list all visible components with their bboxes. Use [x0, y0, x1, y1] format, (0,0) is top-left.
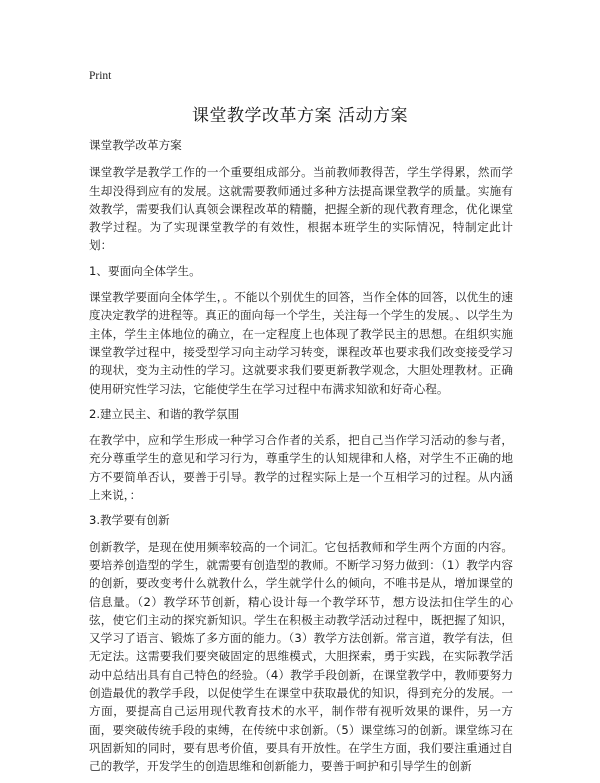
section-heading-1: 1、要面向全体学生。: [89, 263, 201, 278]
document-body: [89, 136, 513, 783]
section-heading-2: 2.建立民主、和谐的教学氛围: [89, 406, 240, 421]
section-heading-3: 3.教学要有创新: [89, 513, 170, 528]
section-body-2: 在教学中，应和学生形成一种学习合作者的关系，把自己当作学习活动的参与者，充分尊重学生的意见和学习行为，尊重学生的认知规律和人格，对学生不正确的地方不要简单否认，要善于引导。教学的过程实际上是一个互相学习的过程。从内涵上来说，：: [89, 433, 513, 503]
intro-paragraph: 课堂教学是教学工作的一个重要组成部分。当前教师教得苦，学生学得累，然而学生却没得到应有的发展。这就需要教师通过多种方法提高课堂教学的质量。实施有效教学，需要我们认真领会课程改革的精髓，把握全新的现代教育理念，优化课堂教学过程。为了实现课堂教学的有效性，根据本班学生的实际情况，特制定此计划：: [89, 165, 513, 253]
document-title: 课堂教学改革方案 活动方案: [192, 106, 408, 126]
section-body-3: 创新教学，是现在使用频率较高的一个词汇。它包括教师和学生两个方面的内容。要培养创造型的学生，就需要有创造型的教师。不断学习努力做到：（1）教学内容的创新，要改变考什么就教什么，学生就学什么的倾向，不唯书是从，增加课堂的信息量。（2）教学环节创新，精心设计每一个教学环节，想方设法扣住学生的心弦，使它们主动的探究新知识。学生在积极主动教学活动过程中，既把握了知识，又学习了语言、锻炼了多方面的能力。（3）教学方法创新。常言道，教学有法，但无定法。这需要我们要突破固定的思维模式，大胆探索，勇于实践，在实际教学活动中总结出具有自己特色的经验。（4）教学手段创新，在课堂教学中，教师要努力创造最优的教学手段，以促使学生在课堂中获取最优的知识，得到充分的发展。一方面，要提高自己运用现代教育技术的水平，制作带有视听效果的课件，另一方面，要突破传统手段的束缚，在传统中求创新。（5）课堂练习的创新。课堂练习在巩固新知的同时，要有思考价值，要具有开放性。在学生方面，我们要注重通过自己的教学，开发学生的创造思维和创新能力，要善于呵护和引导学生的创新: [89, 539, 513, 774]
document-subtitle: 课堂教学改革方案: [89, 138, 182, 152]
print-label: Print: [89, 70, 112, 82]
section-body-1: 课堂教学要面向全体学生，。不能以个别优生的回答，当作全体的回答，以优生的速度决定教学的进程等。真正的面向每一个学生，关注每一个学生的发展。、以学生为主体，学生主体地位的确立，在一定程度上也体现了教学民主的思想。在组织实施课堂教学过程中，接受型学习向主动学习转变，课程改革也要求我们改变接受学习的现状，变为主动性的学习。这就要求我们要更新教学观念，大胆处理教材。正确使用研究性学习法，它能使学生在学习过程中布满求知欲和好奇心程。: [89, 290, 513, 396]
